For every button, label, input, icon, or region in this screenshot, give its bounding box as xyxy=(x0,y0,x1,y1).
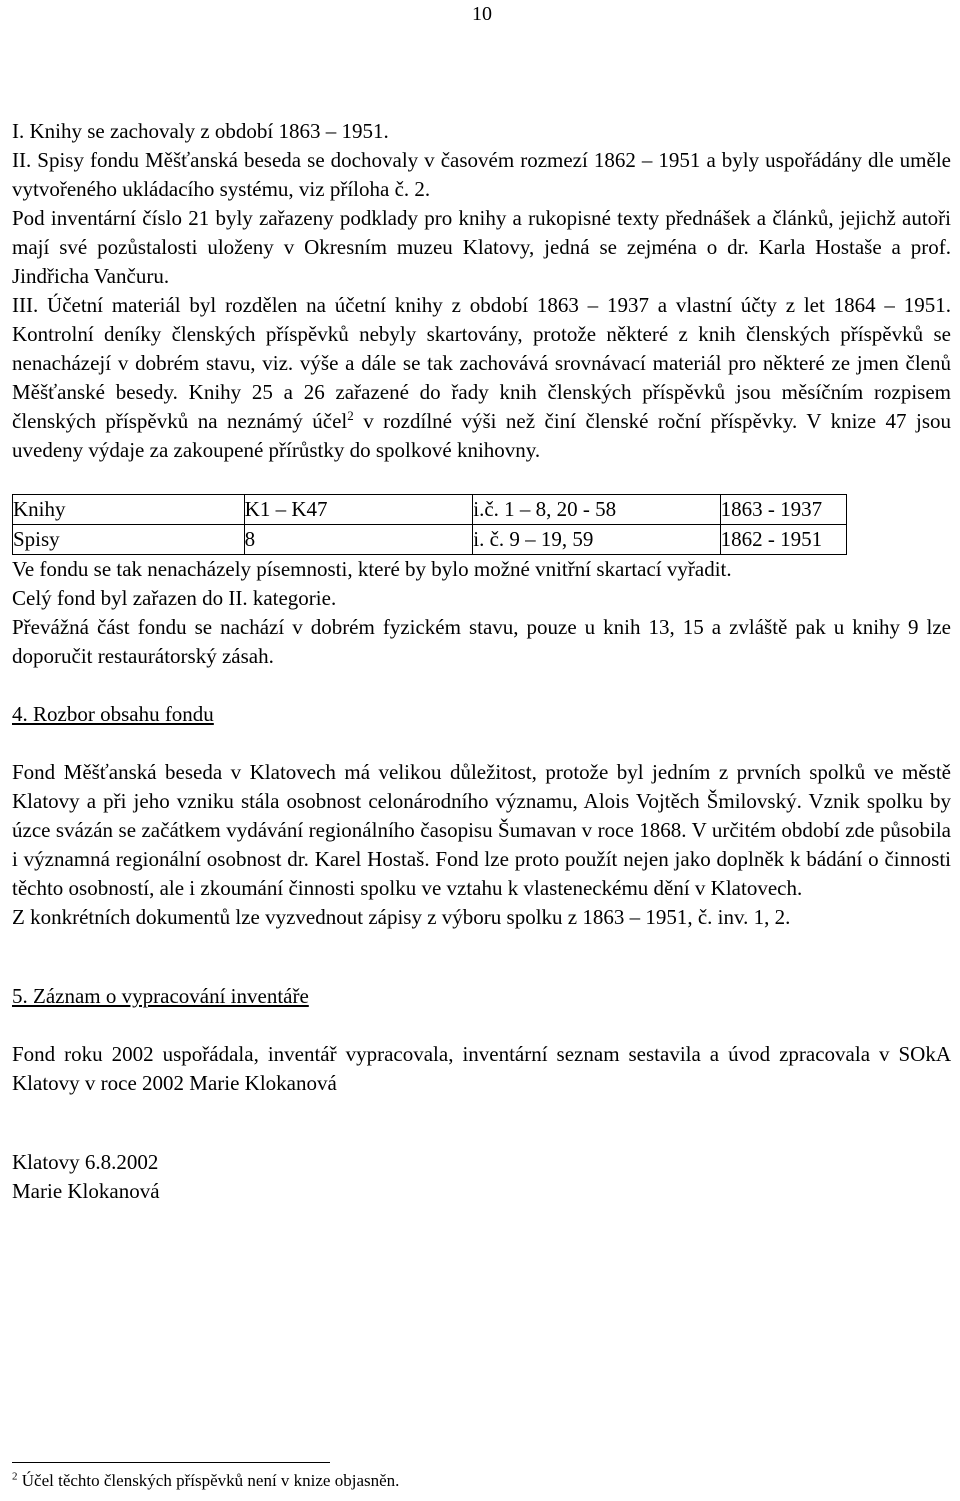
paragraph-no-skart: Ve fondu se tak nenacházely písemnosti, které by bylo možné vnitřní skartací vyřadit. xyxy=(12,557,732,581)
footnote-text: Účel těchto členských příspěvků není v knize objasněn. xyxy=(17,1471,400,1490)
table-cell: 8 xyxy=(244,525,473,555)
section-5-paragraph: Fond roku 2002 uspořádala, inventář vypracovala, inventární seznam sestavila a úvod zpracovala v SOkA Klatovy v roce 2002 Marie Klokanová xyxy=(12,1042,951,1095)
paragraph-inventory-21: Pod inventární číslo 21 byly zařazeny podklady pro knihy a rukopisné texty přednášek a článků, jejichž autoři mají své pozůstalosti uloženy v Okresním muzeu Klatovy, jedná se zejména o dr. Karla Hostaše a prof. Jindřicha Vančuru. xyxy=(12,206,951,288)
table-cell: K1 – K47 xyxy=(244,495,473,525)
section-5-heading xyxy=(12,982,951,1011)
section-4-heading xyxy=(12,700,951,729)
table-row xyxy=(13,495,847,525)
paragraph-condition: Převážná část fondu se nachází v dobrém fyzickém stavu, pouze u knih 13, 15 a zvláště pak u knihy 9 lze doporučit restaurátorský zásah. xyxy=(12,615,951,668)
paragraph-accounting xyxy=(12,291,951,465)
paragraph-files: II. Spisy fondu Měšťanská beseda se dochovaly v časovém rozmezí 1862 – 1951 a byly uspořádány dle uměle vytvořeného ukládacího systému, viz příloha č. 2. xyxy=(12,148,951,201)
signature-name: Marie Klokanová xyxy=(12,1179,160,1203)
footnote-divider xyxy=(12,1462,330,1463)
table-row xyxy=(13,525,847,555)
section-4-title: 4. Rozbor obsahu fondu xyxy=(12,702,214,726)
accounting-text-b: v rozdílné výši než činí členské roční příspěvky. V knize 47 jsou uvedeny výdaje za zakoupené přírůstky do spolkové knihovny. xyxy=(12,409,951,462)
table-cell: Knihy xyxy=(13,495,245,525)
footnote-mark: 2 xyxy=(12,1470,18,1483)
section-4-paragraph: Fond Měšťanská beseda v Klatovech má velikou důležitost, protože byl jedním z prvních spolků ve městě Klatovy a při jeho vzniku stála osobnost celonárodního významu, Alois Vojtěch Šmilovský. Vznik spolku by úzce svázán se začátkem vydávání regionálního časopisu Šumavan v roce 1868. V určitém období zde působila i významná regionální osobnost dr. Karel Hostaš. Fond lze proto použít nejen jako doplněk k bádání o činnosti těchto osobností, ale i zkoumání činnosti spolku ve vztahu k vlasteneckému dění v Klatovech. xyxy=(12,760,951,900)
summary-table xyxy=(12,494,847,555)
page-number: 10 xyxy=(472,3,492,25)
section-4-documents: Z konkrétních dokumentů lze vyzvednout zápisy z výboru spolku z 1863 – 1951, č. inv. 1, 2. xyxy=(12,905,791,929)
table-cell: Spisy xyxy=(13,525,245,555)
accounting-text-a: III. Účetní materiál byl rozdělen na účetní knihy z období 1863 – 1937 a vlastní účty z let 1864 – 1951. Kontrolní deníky členských příspěvků nebyly skartovány, protože některé z knih členských příspěvků se nenacházejí v dobrém stavu, viz. výše a dále se tak zachovává srovnávací materiál pro některé ze jmen členů Měšťanské besedy. Knihy 25 a 26 zařazené do řady knih členských příspěvků jsou měsíčním rozpisem členských příspěvků na neznámý účel xyxy=(12,293,951,433)
footnote xyxy=(12,1470,399,1492)
paragraph-category: Celý fond byl zařazen do II. kategorie. xyxy=(12,586,337,610)
footnote-ref: 2 xyxy=(347,408,354,423)
table-cell: 1862 - 1951 xyxy=(720,525,846,555)
table-cell: i.č. 1 – 8, 20 - 58 xyxy=(473,495,720,525)
table-cell: i. č. 9 – 19, 59 xyxy=(473,525,720,555)
document-body xyxy=(12,117,951,1206)
paragraph-books: I. Knihy se zachovaly z období 1863 – 1951. xyxy=(12,119,389,143)
section-5-title: 5. Záznam o vypracování inventáře xyxy=(12,984,309,1008)
table-cell: 1863 - 1937 xyxy=(720,495,846,525)
signature-place-date: Klatovy 6.8.2002 xyxy=(12,1150,159,1174)
